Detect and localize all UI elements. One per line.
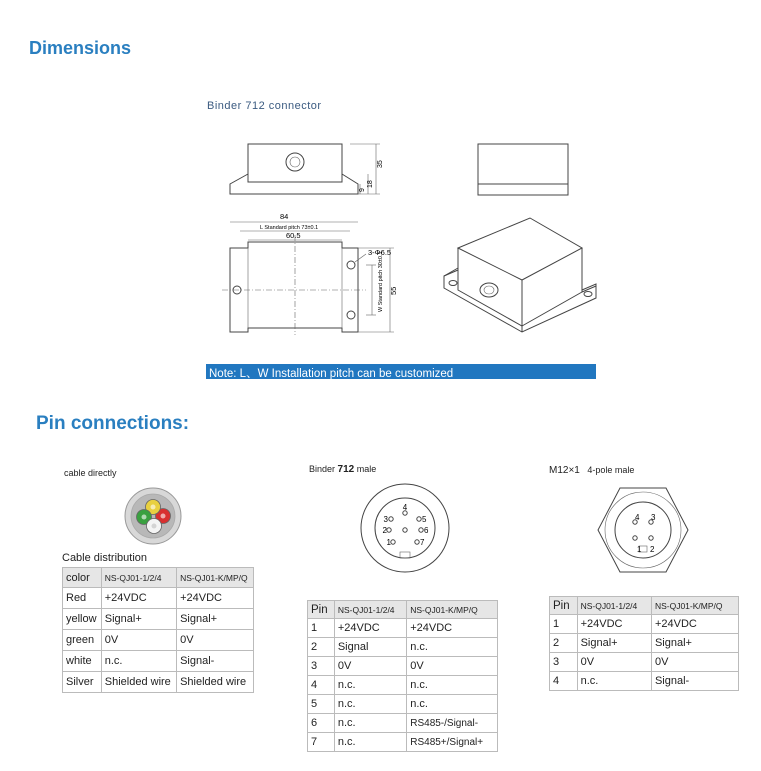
side-view — [478, 144, 568, 195]
m12-table-header — [550, 597, 739, 615]
col-model-b: NS-QJ01-K/MP/Q — [177, 568, 254, 588]
top-view — [222, 222, 394, 335]
cell: Shielded wire — [101, 672, 176, 693]
binder-key — [400, 552, 410, 558]
binder-pin-label: 1 — [386, 538, 391, 547]
m12-pinout-diagram — [595, 482, 691, 578]
cell: 0V — [407, 657, 498, 676]
col-color: color — [63, 568, 102, 588]
cable-table-title: Cable distribution — [62, 552, 147, 564]
dim-60-5: 60.5 — [286, 231, 301, 240]
binder-table — [307, 600, 498, 752]
cell: 1 — [550, 615, 578, 634]
binder-caption-prefix: Binder — [309, 464, 336, 474]
binder-caption-suffix: male — [356, 464, 377, 474]
wire-color: Silver — [63, 672, 102, 693]
cell: Signal+ — [101, 609, 176, 630]
table-row — [550, 672, 739, 691]
cell: n.c. — [407, 676, 498, 695]
binder-caption-num: 712 — [337, 464, 355, 475]
wire-color: green — [63, 630, 102, 651]
table-row — [308, 676, 498, 695]
col-model-a: NS-QJ01-1/2/4 — [577, 597, 651, 615]
binder-pin-label: 5 — [422, 515, 427, 524]
front-view — [230, 144, 380, 194]
isometric-view — [444, 218, 596, 332]
connector-caption: Binder 712 connector — [207, 100, 322, 112]
table-row — [308, 657, 498, 676]
table-row — [308, 695, 498, 714]
cell: 3 — [550, 653, 578, 672]
pin-connections-heading: Pin connections: — [36, 413, 190, 434]
table-row — [308, 638, 498, 657]
wire-color: Red — [63, 588, 102, 609]
dim-18: 18 — [367, 180, 374, 188]
m12-pin-label: 4 — [635, 513, 640, 522]
cable-cross-section — [120, 486, 186, 546]
table-row — [550, 653, 739, 672]
m12-table — [549, 596, 739, 691]
wire-color: yellow — [63, 609, 102, 630]
dim-84: 84 — [280, 212, 289, 221]
binder-table-header — [308, 601, 498, 619]
cell: 2 — [550, 634, 578, 653]
customization-note: Note: L、W Installation pitch can be customized — [206, 364, 596, 379]
table-row — [308, 714, 498, 733]
binder-pin-label: 6 — [424, 526, 429, 535]
cell: Signal+ — [177, 609, 254, 630]
dim-30: W Standard pitch 30±0.1 — [378, 251, 384, 312]
cell: 3 — [308, 657, 335, 676]
cell: Shielded wire — [177, 672, 254, 693]
cable-caption: cable directly — [64, 468, 117, 478]
cell: +24VDC — [577, 615, 651, 634]
col-pin: Pin — [550, 597, 578, 615]
cell: +24VDC — [651, 615, 738, 634]
binder-pinout-diagram — [355, 482, 455, 574]
table-row — [63, 609, 254, 630]
binder-pin-label: 2 — [382, 526, 387, 535]
binder-caption — [309, 464, 376, 475]
binder-pin-label: 3 — [383, 515, 388, 524]
col-model-b: NS-QJ01-K/MP/Q — [651, 597, 738, 615]
cell: n.c. — [334, 695, 406, 714]
m12-caption-suffix: 4-pole male — [587, 465, 635, 475]
wire-color: white — [63, 651, 102, 672]
cell: n.c. — [577, 672, 651, 691]
m12-hex-nut — [598, 488, 688, 572]
cell: n.c. — [407, 638, 498, 657]
dim-9: 9 — [359, 188, 366, 192]
col-model-a: NS-QJ01-1/2/4 — [101, 568, 176, 588]
dim-holes: 3-Φ6.5 — [368, 248, 392, 257]
cell: 2 — [308, 638, 335, 657]
cell: n.c. — [407, 695, 498, 714]
cell: +24VDC — [407, 619, 498, 638]
cell: 0V — [577, 653, 651, 672]
cell: +24VDC — [177, 588, 254, 609]
cell: Signal — [334, 638, 406, 657]
col-pin: Pin — [308, 601, 335, 619]
cell: 7 — [308, 733, 335, 752]
m12-thread-ring — [605, 492, 681, 568]
cable-table-header — [63, 568, 254, 588]
cell: 0V — [651, 653, 738, 672]
cell: n.c. — [334, 733, 406, 752]
binder-pin-label: 7 — [420, 538, 425, 547]
cell: 4 — [550, 672, 578, 691]
cable-table — [62, 567, 254, 693]
cell: 1 — [308, 619, 335, 638]
cell: Signal- — [177, 651, 254, 672]
dimensions-heading: Dimensions — [29, 38, 132, 58]
cell: Signal- — [651, 672, 738, 691]
cell: RS485-/Signal- — [407, 714, 498, 733]
cell: RS485+/Signal+ — [407, 733, 498, 752]
dim-55: 55 — [389, 286, 398, 295]
col-model-b: NS-QJ01-K/MP/Q — [407, 601, 498, 619]
cell: +24VDC — [101, 588, 176, 609]
dimension-drawing — [200, 130, 620, 355]
m12-pin-label: 3 — [651, 513, 656, 522]
cell: Signal+ — [577, 634, 651, 653]
cell: Signal+ — [651, 634, 738, 653]
cell: 5 — [308, 695, 335, 714]
m12-pin-label: 2 — [650, 545, 655, 554]
m12-caption — [549, 465, 634, 476]
binder-pin-label: 4 — [402, 503, 408, 512]
cell: n.c. — [334, 676, 406, 695]
cell: 0V — [334, 657, 406, 676]
table-row — [308, 733, 498, 752]
dim-73: L Standard pitch 73±0.1 — [260, 225, 319, 231]
cell: n.c. — [334, 714, 406, 733]
m12-pin-label: 1 — [637, 545, 642, 554]
table-row — [63, 651, 254, 672]
table-row — [63, 588, 254, 609]
table-row — [550, 615, 739, 634]
dim-35: 35 — [377, 160, 384, 168]
cell: 4 — [308, 676, 335, 695]
cell: n.c. — [101, 651, 176, 672]
cell: 0V — [101, 630, 176, 651]
table-row — [308, 619, 498, 638]
cell: +24VDC — [334, 619, 406, 638]
m12-face — [615, 502, 671, 558]
table-row — [550, 634, 739, 653]
cell: 6 — [308, 714, 335, 733]
table-row — [63, 630, 254, 651]
col-model-a: NS-QJ01-1/2/4 — [334, 601, 406, 619]
table-row — [63, 672, 254, 693]
cell: 0V — [177, 630, 254, 651]
m12-caption-prefix: M12×1 — [549, 465, 580, 476]
